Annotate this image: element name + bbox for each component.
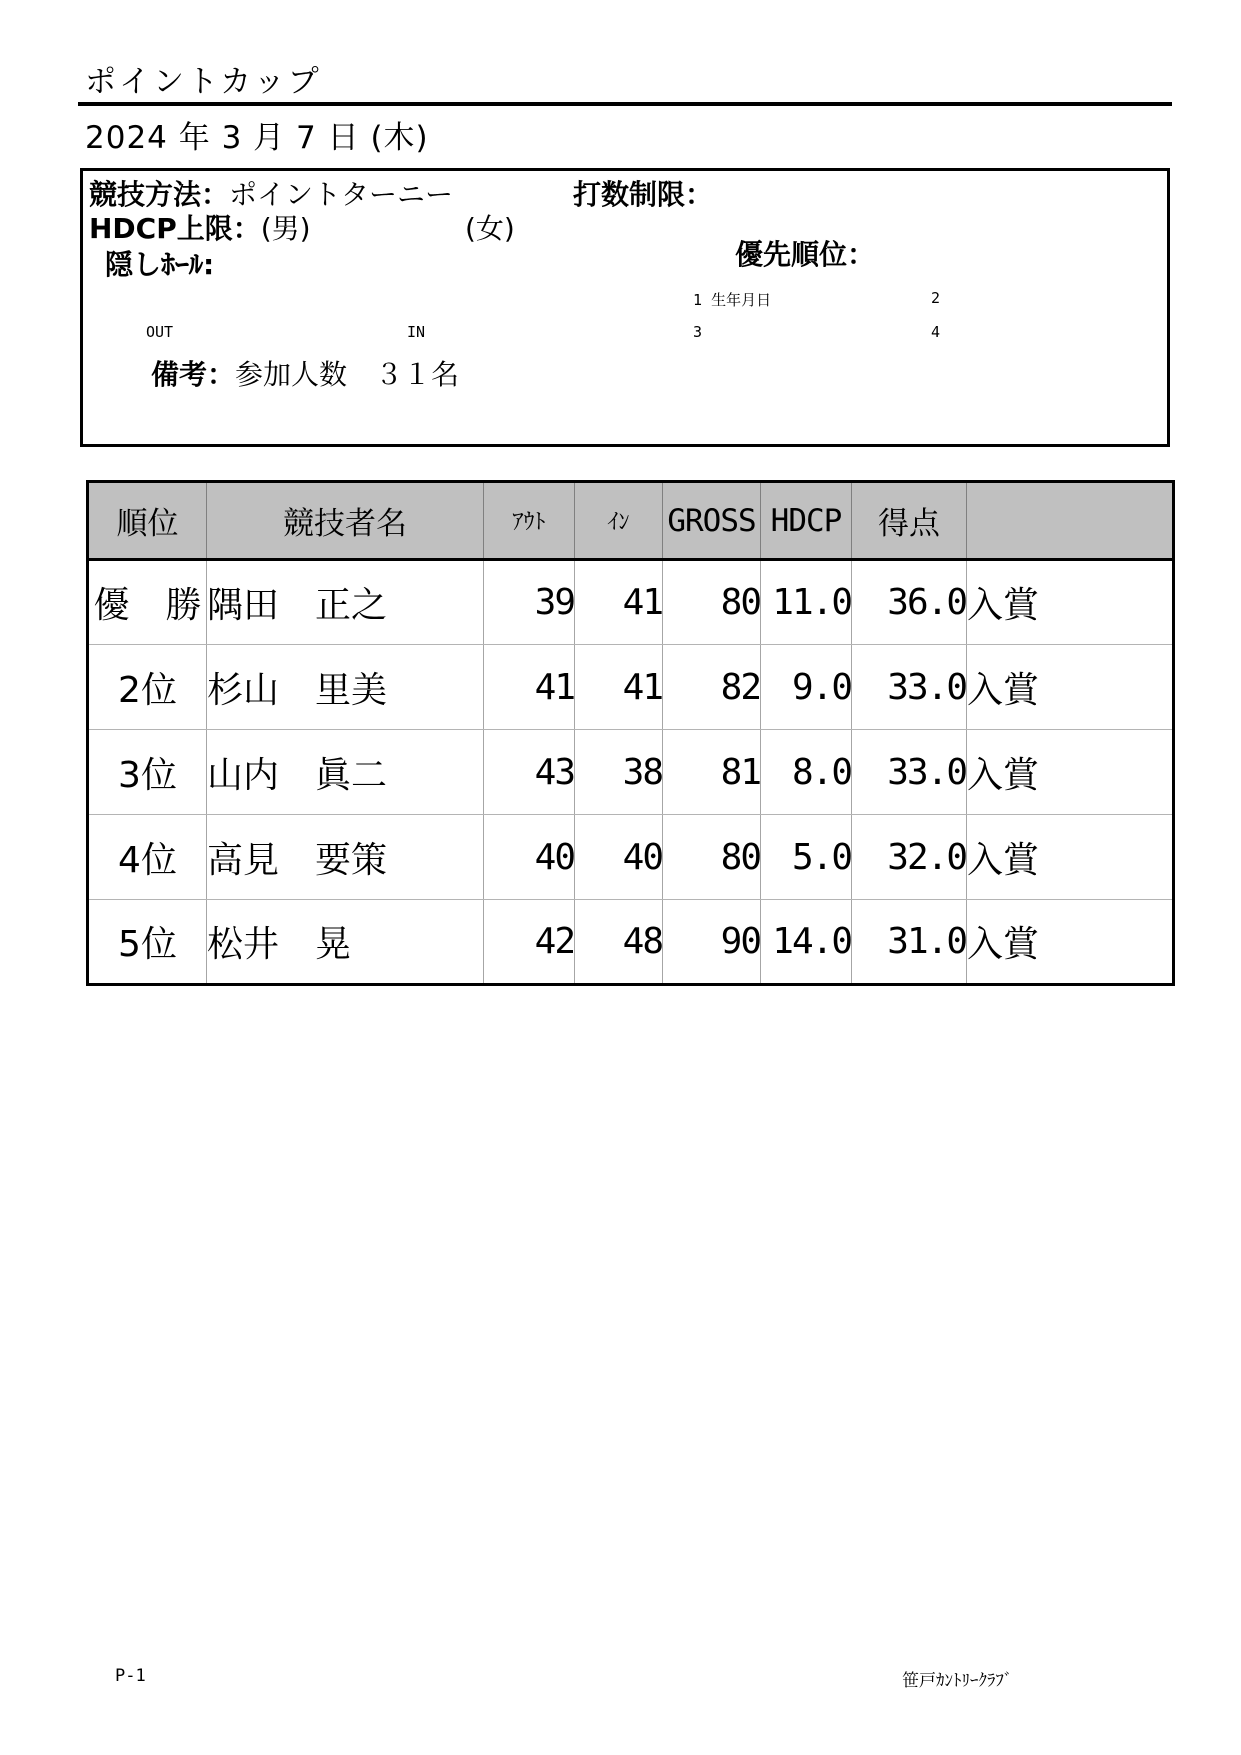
cell-in: 40 (575, 815, 663, 900)
cell-rank: 5位 (88, 900, 207, 985)
priority-label: 優先順位： (735, 238, 876, 271)
cell-rank: 4位 (88, 815, 207, 900)
cell-out: 41 (484, 645, 575, 730)
cell-name: 隅田 正之 (207, 560, 484, 645)
cell-gross: 81 (663, 730, 761, 815)
cell-hdcp: 14.0 (761, 900, 852, 985)
cell-rank: 2位 (88, 645, 207, 730)
event-date: 2024 年 3 月 7 日 (木) (85, 120, 429, 156)
cell-gross: 82 (663, 645, 761, 730)
cell-in: 41 (575, 645, 663, 730)
header-name: 競技者名 (207, 482, 484, 560)
remarks-line (151, 353, 459, 393)
priority-3-no: 3 (693, 323, 703, 341)
priority-1-text: 生年月日 (711, 291, 772, 309)
header-out: ｱｳﾄ (484, 482, 575, 560)
cell-hdcp: 11.0 (761, 560, 852, 645)
header-gross: GROSS (663, 482, 761, 560)
cell-out: 40 (484, 815, 575, 900)
cell-award: 入賞 (967, 560, 1174, 645)
priority-item-1 (693, 289, 771, 310)
table-row (88, 815, 1174, 900)
cell-points: 32.0 (852, 815, 967, 900)
cell-hdcp: 8.0 (761, 730, 852, 815)
hdcp-label: HDCP上限： (89, 212, 261, 245)
remarks-value: 参加人数 ３１名 (235, 358, 460, 391)
cell-award: 入賞 (967, 730, 1174, 815)
table-header-row (88, 482, 1174, 560)
table-row (88, 560, 1174, 645)
priority-2-no: 2 (931, 289, 941, 307)
cell-points: 36.0 (852, 560, 967, 645)
cell-in: 38 (575, 730, 663, 815)
footer-club-name: 笹戸ｶﾝﾄﾘｰｸﾗﾌﾞ (902, 1671, 1013, 1691)
cell-gross: 90 (663, 900, 761, 985)
table-row (88, 645, 1174, 730)
cell-out: 42 (484, 900, 575, 985)
cell-name: 杉山 里美 (207, 645, 484, 730)
header-points: 得点 (852, 482, 967, 560)
priority-item-3 (693, 323, 702, 341)
hdcp-line (89, 207, 311, 247)
cell-hdcp: 5.0 (761, 815, 852, 900)
cell-name: 山内 眞二 (207, 730, 484, 815)
hidden-hole-label: 隠しﾎｰﾙ: (105, 248, 215, 281)
cell-points: 33.0 (852, 730, 967, 815)
cell-award: 入賞 (967, 924, 1040, 965)
table-row (88, 730, 1174, 815)
out-label: OUT (146, 323, 174, 341)
hdcp-male: (男) (260, 212, 311, 245)
cell-points: 31.0 (852, 900, 967, 985)
cell-gross: 80 (663, 815, 761, 900)
cell-rank: 優 勝 (88, 560, 207, 645)
in-label: IN (407, 323, 426, 341)
remarks-label: 備考： (151, 358, 236, 391)
cell-name: 高見 要策 (207, 815, 484, 900)
cell-hdcp: 9.0 (761, 645, 852, 730)
table-row (88, 900, 1174, 985)
hdcp-female: (女) (465, 212, 515, 245)
cell-award: 入賞 (967, 815, 1174, 900)
method-label: 競技方法： (89, 178, 230, 211)
cell-points: 33.0 (852, 645, 967, 730)
cell-name: 松井 晃 (207, 900, 484, 985)
cell-in: 48 (575, 900, 663, 985)
priority-4-no: 4 (931, 323, 941, 341)
cell-rank: 3位 (88, 730, 207, 815)
competition-info-box (80, 168, 1170, 447)
results-table (86, 480, 1175, 986)
priority-item-2 (931, 289, 940, 307)
cell-in: 41 (575, 560, 663, 645)
footer-page-number: P-1 (115, 1666, 146, 1686)
header-award (967, 482, 1174, 560)
cell-gross: 80 (663, 560, 761, 645)
method-value: ポイントターニー (229, 178, 454, 211)
cell-out: 43 (484, 730, 575, 815)
header-hdcp: HDCP (761, 482, 852, 560)
page-title: ポイントカップ (85, 64, 322, 100)
cell-award: 入賞 (967, 645, 1174, 730)
stroke-limit-label: 打数制限： (573, 178, 714, 211)
cell-out: 39 (484, 560, 575, 645)
header-rank: 順位 (88, 482, 207, 560)
priority-item-4 (931, 323, 940, 341)
header-in: ｲﾝ (575, 482, 663, 560)
title-underline (78, 102, 1172, 106)
priority-1-no: 1 (693, 291, 703, 309)
